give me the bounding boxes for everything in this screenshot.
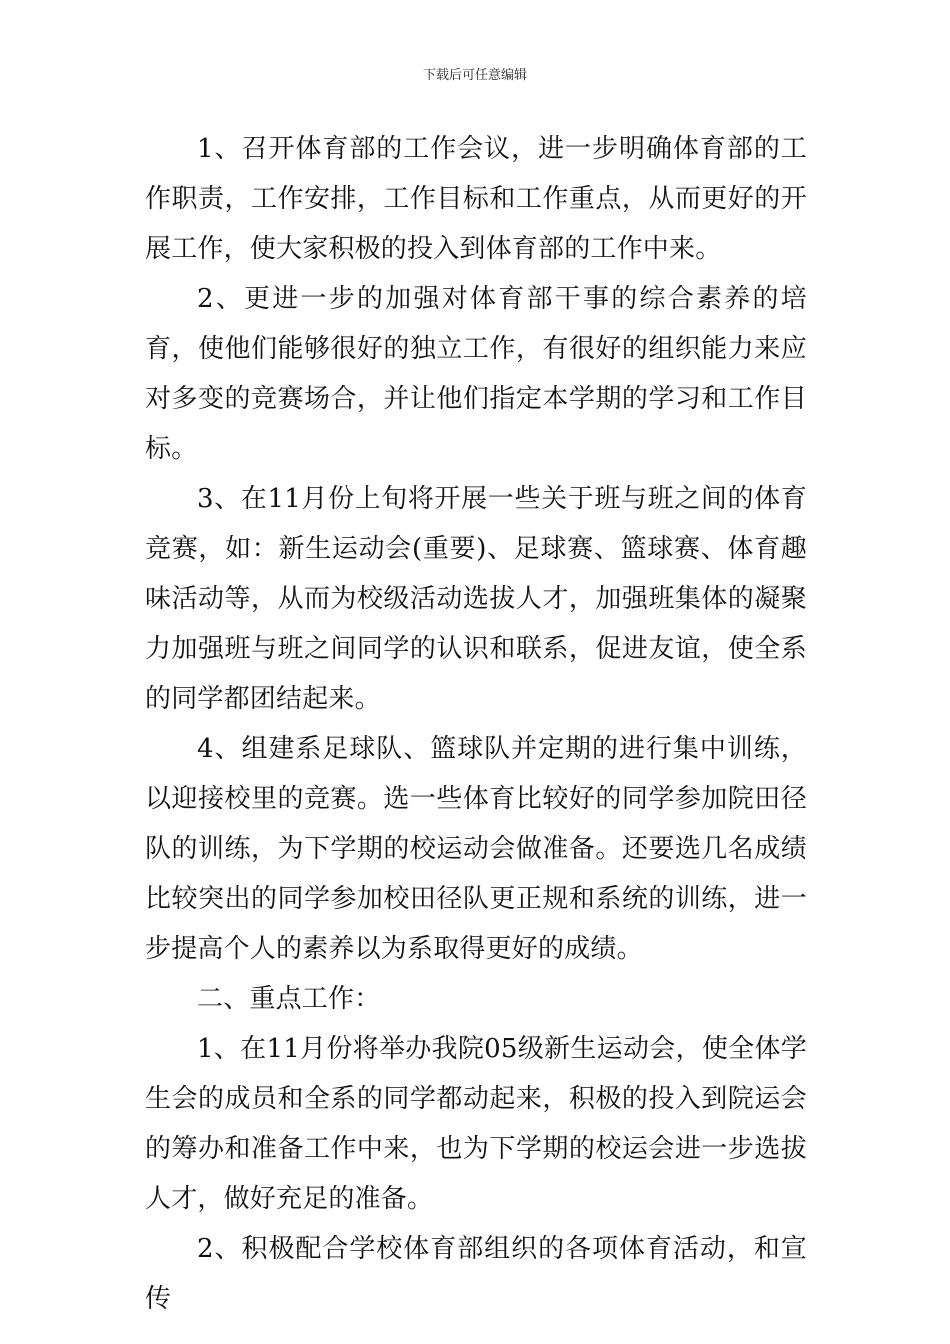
document-body <box>145 124 807 1324</box>
paragraph-1: 1、召开体育部的工作会议，进一步明确体育部的工作职责，工作安排，工作目标和工作重点，从而更好的开展工作，使大家积极的投入到体育部的工作中来。 <box>145 134 807 264</box>
section-heading: 二、重点工作： <box>197 984 381 1014</box>
page-header-note: 下载后可任意编辑 <box>422 68 527 83</box>
paragraph-2: 2、更进一步的加强对体育部干事的综合素养的培育，使他们能够很好的独立工作，有很好的组织能力来应对多变的竞赛场合，并让他们指定本学期的学习和工作目标。 <box>145 284 807 464</box>
paragraph-5: 1、在11月份将举办我院05级新生运动会，使全体学生会的成员和全系的同学都动起来，积极的投入到院运会的筹办和准备工作中来，也为下学期的校运会进一步选拔人才，做好充足的准备。 <box>145 1034 807 1214</box>
paragraph-3: 3、在11月份上旬将开展一些关于班与班之间的体育竞赛，如：新生运动会(重要)、足球赛、篮球赛、体育趣味活动等，从而为校级活动选拔人才，加强班集体的凝聚力加强班与班之间同学的认识和联系，促进友谊，使全系的同学都团结起来。 <box>145 484 807 714</box>
paragraph-4: 4、组建系足球队、篮球队并定期的进行集中训练，以迎接校里的竞赛。选一些体育比较好的同学参加院田径队的训练，为下学期的校运动会做准备。还要选几名成绩比较突出的同学参加校田径队更正规和系统的训练，进一步提高个人的素养以为系取得更好的成绩。 <box>145 734 807 964</box>
paragraph-6: 2、积极配合学校体育部组织的各项体育活动，和宣传 <box>145 1234 807 1314</box>
